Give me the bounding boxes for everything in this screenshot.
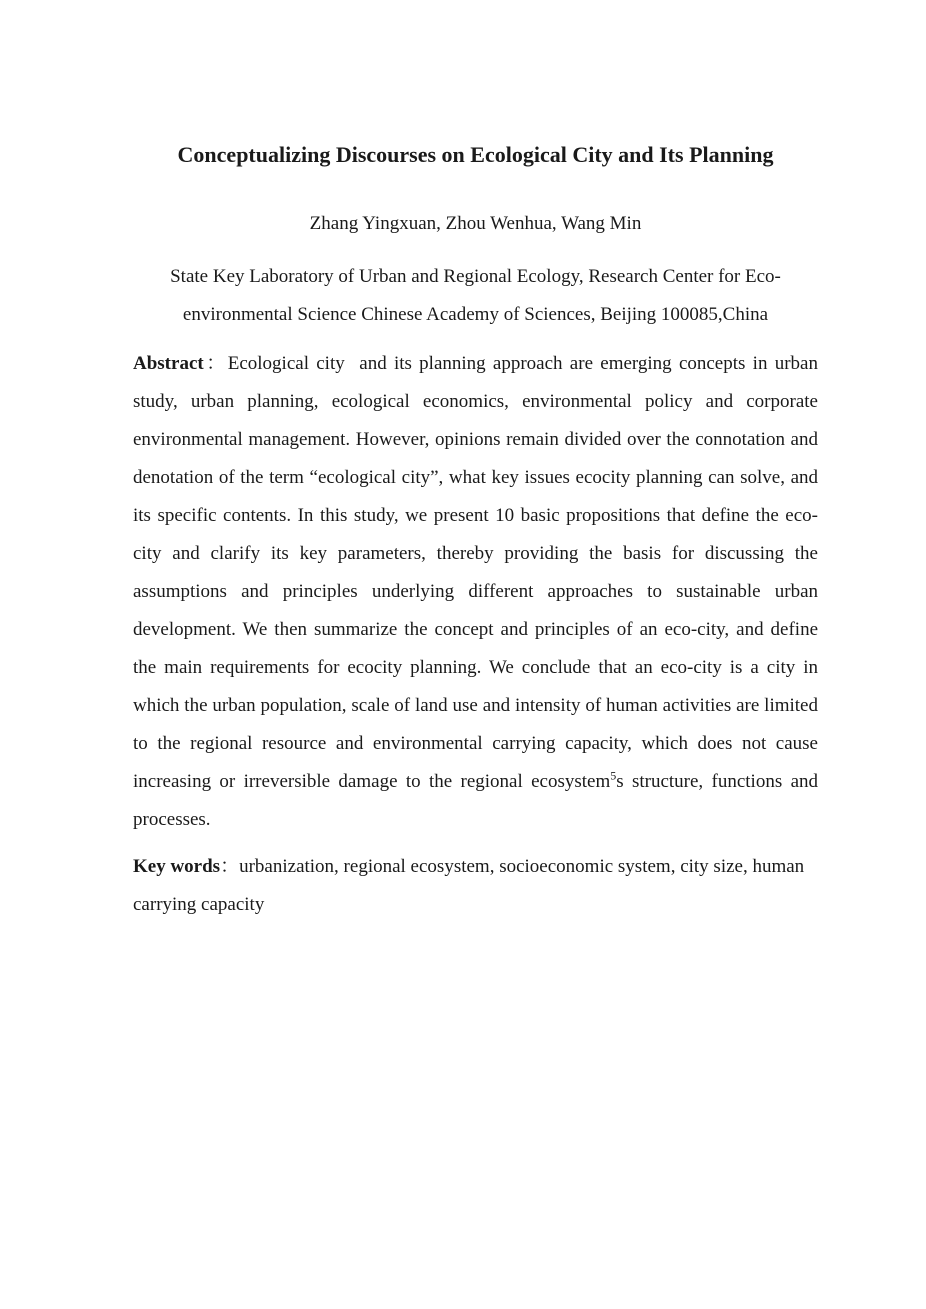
- abstract-label: Abstract: [133, 353, 204, 374]
- abstract-paragraph: [133, 345, 818, 839]
- abstract-colon: ：: [203, 353, 228, 374]
- keywords-text: urbanization, regional ecosystem, socioeconomic system, city size, human carrying capacity: [133, 856, 805, 915]
- affiliation-line: State Key Laboratory of Urban and Regional Ecology, Research Center for Eco-environmental Science Chinese Academy of Sciences, Beijing 100085,China: [170, 266, 781, 325]
- abstract-text-after-sup: s structure, functions and processes.: [133, 771, 818, 830]
- abstract-superscript: 5: [610, 768, 617, 783]
- abstract-text: Ecological city and its planning approach are emerging concepts in urban study, urban planning, ecological economics, environmental policy and corporate environmental management. However, opinions remain divided over the connotation and denotation of the term “ecological city”, what key issues ecocity planning can solve, and its specific contents. In this study, we present 10 basic propositions that define the eco-city and clarify its key parameters, thereby providing the basis for discussing the assumptions and principles underlying different approaches to sustainable urban development. We then summarize the concept and principles of an eco-city, and define the main requirements for ecocity planning. We conclude that an eco-city is a city in which the urban population, scale of land use and intensity of human activities are limited to the regional resource and environmental carrying capacity, which does not cause increasing or irreversible damage to the regional ecosystem: [133, 353, 818, 792]
- keywords-colon: ：: [220, 856, 240, 877]
- page-content: [133, 0, 818, 924]
- paper-title: Conceptualizing Discourses on Ecological City and Its Planning: [177, 142, 774, 167]
- authors-line: Zhang Yingxuan, Zhou Wenhua, Wang Min: [309, 213, 642, 234]
- keywords-label: Key words: [133, 856, 221, 877]
- keywords-paragraph: [133, 848, 818, 924]
